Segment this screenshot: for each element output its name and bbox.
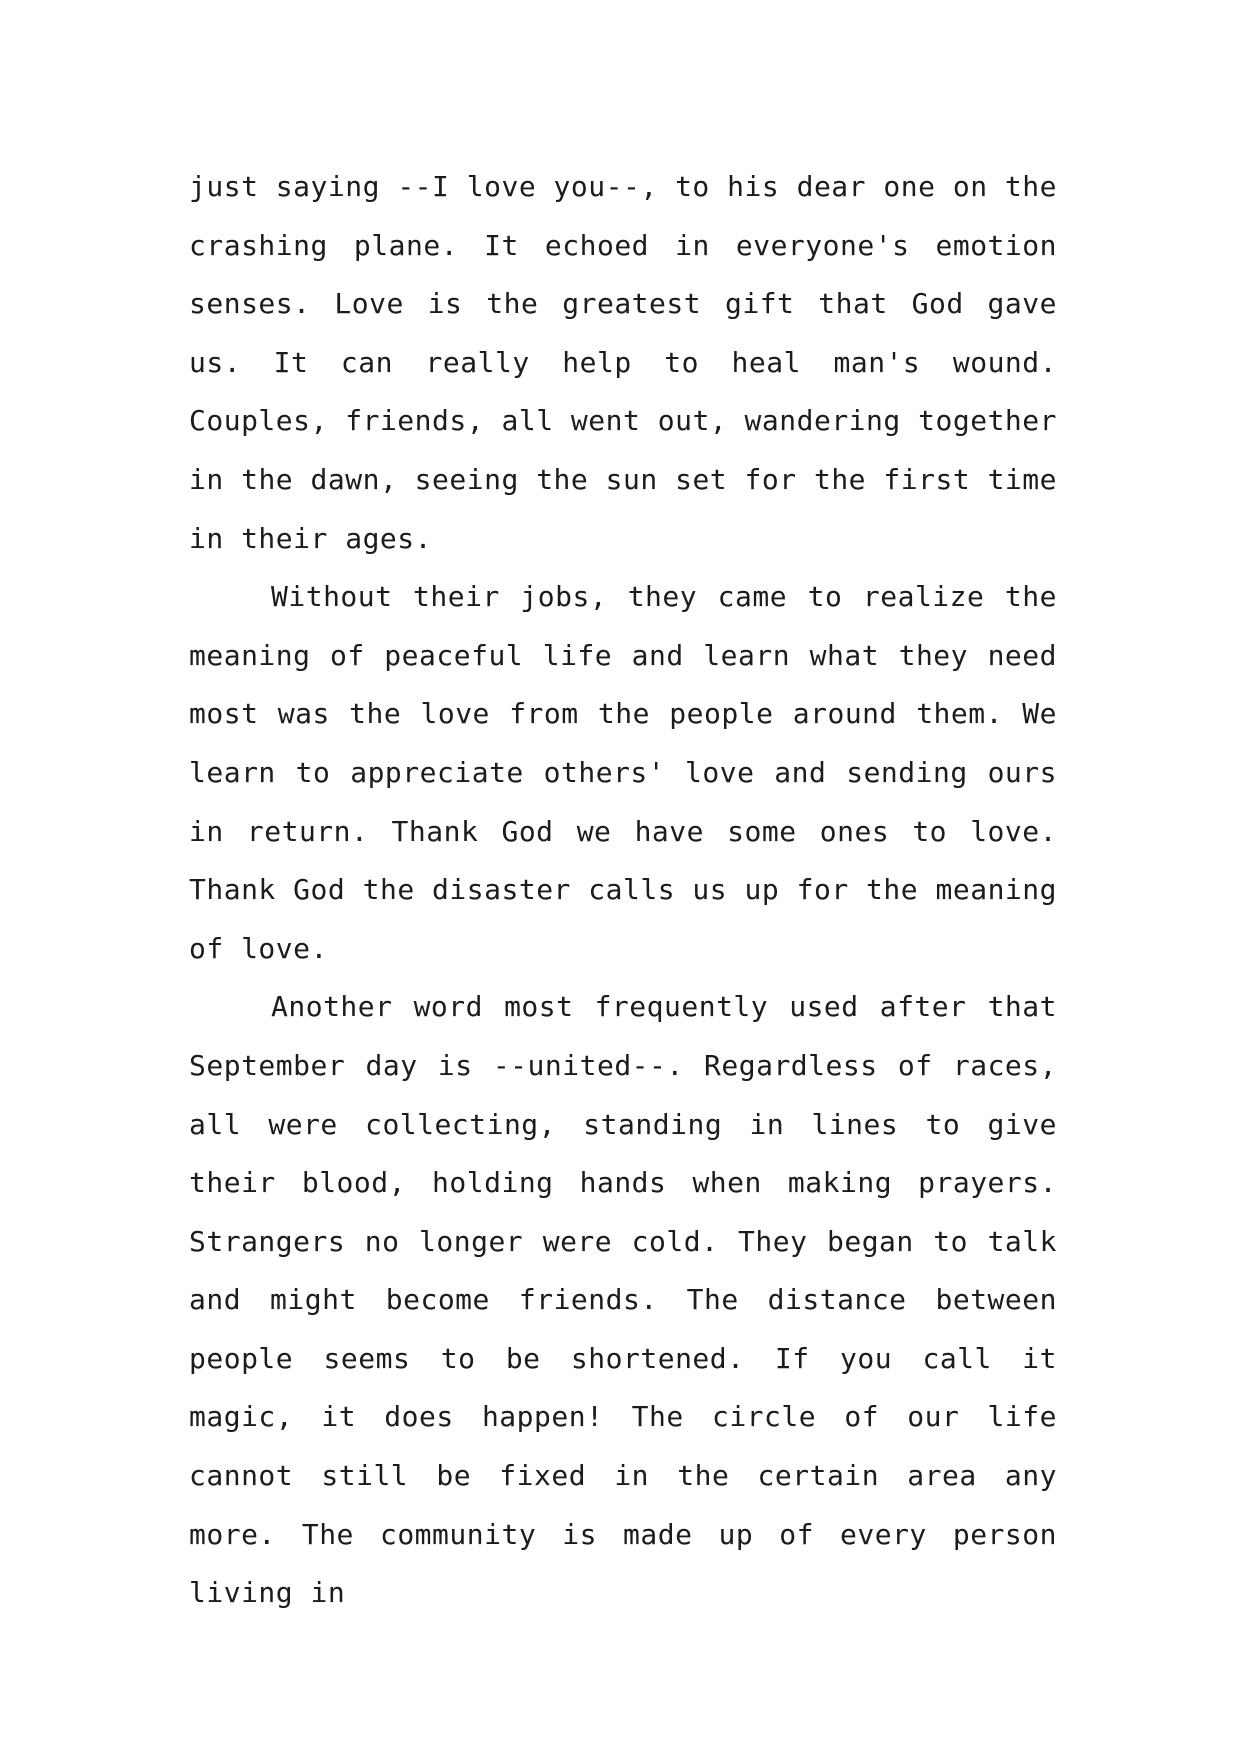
paragraph-2: Without their jobs, they came to realize the meaning of peaceful life and learn what they need most was the love from the people around them. We learn to appreciate others' love and sending ours in return. Thank God we have some ones to love. Thank God the disaster calls us up for the meaning of love. [189,580,1057,965]
document-body [189,158,1057,1623]
paragraph-1: just saying --I love you--, to his dear one on the crashing plane. It echoed in everyone's emotion senses. Love is the greatest gift that God gave us. It can really help to heal man's wound. Couples, friends, all went out, wandering together in the dawn, seeing the sun set for the first time in their ages. [189,170,1057,555]
paragraph-3: Another word most frequently used after that September day is --united--. Regardless of races, all were collecting, standing in lines to give their blood, holding hands when making prayers. Strangers no longer were cold. They began to talk and might become friends. The distance between people seems to be shortened. If you call it magic, it does happen! The circle of our life cannot still be fixed in the certain area any more. The community is made up of every person living in [189,990,1057,1610]
